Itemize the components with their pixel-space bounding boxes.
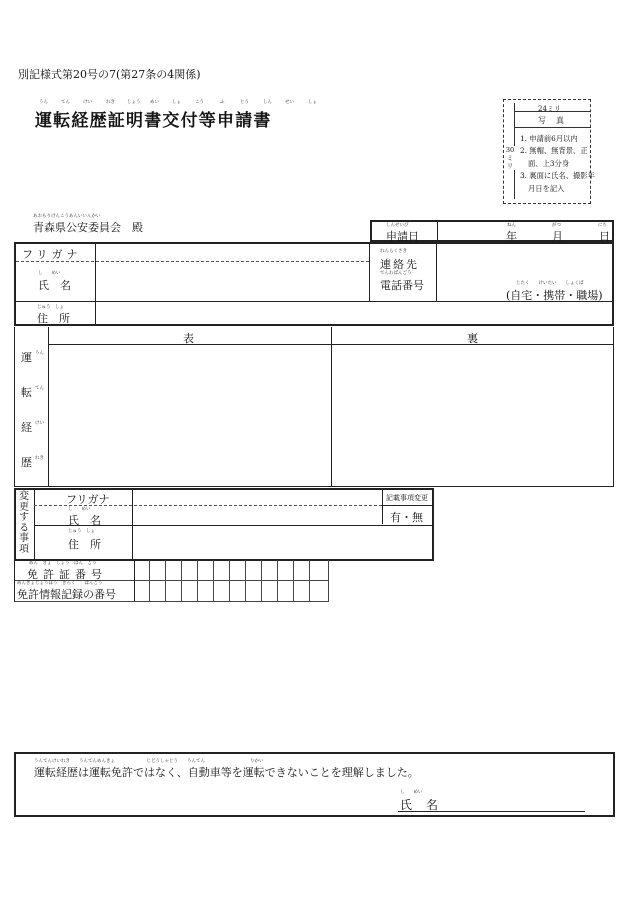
history-header-divider: [48, 344, 614, 345]
name-label: 氏 名: [38, 279, 71, 292]
day-ruby: にち: [598, 223, 607, 228]
month-ruby: がつ: [552, 223, 561, 228]
license-digit-cell[interactable]: [198, 560, 214, 602]
month-field[interactable]: 月: [552, 230, 563, 243]
license-digit-cell[interactable]: [214, 560, 230, 602]
change-address-label: 住 所: [68, 538, 101, 551]
title-ruby-4: しょう: [127, 100, 141, 105]
license-digit-cell[interactable]: [182, 560, 198, 602]
form-reference: 別記様式第20号の7(第27条の4関係): [18, 68, 201, 81]
change-label-5: 事: [19, 533, 29, 544]
change-label-1: 変: [19, 491, 29, 502]
title-ruby-10: しん: [263, 100, 272, 105]
license-label-ruby: めん きょ しょう ばん ごう: [29, 561, 97, 566]
history-front-back-divider: [331, 327, 332, 486]
furigana-input[interactable]: [99, 245, 365, 260]
driving-history-table: [14, 327, 614, 487]
license-info-label: 免許情報記録の番号: [17, 588, 116, 601]
change-section: [14, 488, 434, 561]
history-ruby-3: けい: [35, 421, 44, 426]
change-label: [19, 492, 31, 555]
title-ruby-11: せい: [285, 100, 294, 105]
history-ruby-2: てん: [35, 386, 44, 391]
photo-note-1: 1. 申請前6月以内: [520, 134, 578, 143]
address-ruby: じゅう しょ: [37, 305, 64, 310]
title-ruby-1: てん: [61, 100, 70, 105]
license-digit-cell[interactable]: [294, 560, 310, 602]
history-front-area[interactable]: [51, 347, 328, 483]
phone-types-ruby: じたく けいたい しょくば: [516, 281, 584, 286]
history-label-4: 歴: [21, 456, 32, 469]
history-ruby-1: うん: [35, 351, 44, 356]
title-ruby-8: ふ: [220, 100, 225, 105]
license-digit-cell[interactable]: [278, 560, 294, 602]
license-info-ruby: めんきょじょうほう きろく ばんごう: [17, 581, 103, 586]
change-label-3: す: [19, 512, 29, 523]
title-ruby-9: とう: [240, 100, 249, 105]
change-furigana-label: フリガナ: [66, 493, 110, 506]
history-label-1: 運: [21, 351, 32, 364]
label-column-divider: [95, 244, 96, 324]
title-ruby-7: こう: [195, 100, 204, 105]
change-name-ruby: し めい: [68, 507, 91, 512]
addressee-text: 青森県公安委員会 殿: [33, 221, 143, 234]
date-label: 申請日: [386, 230, 419, 243]
title-ruby-5: めい: [150, 100, 159, 105]
change-name-label: 氏 名: [68, 514, 101, 527]
photo-width-label: 24ミリ: [538, 105, 561, 113]
record-label: 記載事項変更: [386, 494, 428, 502]
application-date-box: [370, 220, 614, 242]
furigana-label: フリガナ: [22, 248, 82, 261]
title-ruby-0: うん: [39, 100, 48, 105]
title-ruby-6: しょ: [172, 100, 181, 105]
contact-ruby: れんらくさき: [380, 249, 407, 254]
change-label-4: る: [19, 522, 29, 534]
history-back-area[interactable]: [334, 347, 610, 483]
photo-title: 写真: [538, 116, 574, 125]
name-ruby: し めい: [38, 271, 61, 276]
title-ruby-2: けい: [83, 100, 92, 105]
record-header-divider: [382, 505, 432, 506]
history-ruby-4: れき: [35, 456, 44, 461]
declaration-ruby: うんてんけいれき うんてんめんきょ じどうしゃとう うんてん りかい: [34, 759, 264, 764]
change-name-input[interactable]: [135, 507, 379, 523]
license-digit-cell[interactable]: [166, 560, 182, 602]
license-digit-cell[interactable]: [134, 560, 150, 602]
license-digit-cell[interactable]: [310, 560, 329, 602]
date-label-ruby: しんせいび: [386, 223, 409, 228]
phone-types: (自宅・携帯・職場): [506, 289, 603, 302]
license-digit-cell[interactable]: [150, 560, 166, 602]
history-label-divider: [48, 327, 49, 486]
history-back-header: 裏: [467, 332, 478, 345]
contact-column-divider: [369, 244, 370, 301]
date-divider: [437, 222, 438, 240]
change-address-input[interactable]: [135, 527, 429, 557]
declaration-text: 運転経歴は運転免許ではなく、自動車等を運転できないことを理解しました。: [34, 766, 419, 779]
photo-divider: [515, 127, 591, 128]
license-digit-cell[interactable]: [262, 560, 278, 602]
signature-line[interactable]: [398, 811, 585, 812]
year-field[interactable]: 年: [506, 230, 517, 243]
change-label-6: 項: [19, 543, 29, 555]
history-label-2: 転: [21, 386, 32, 399]
license-digit-cell[interactable]: [230, 560, 246, 602]
applicant-section: [14, 242, 614, 326]
record-value[interactable]: 有・無: [390, 511, 423, 524]
contact-value-divider: [436, 244, 437, 301]
photo-notes: [520, 133, 596, 195]
address-label: 住 所: [37, 312, 70, 325]
photo-height-label: 30ミリ: [505, 146, 515, 170]
day-field[interactable]: 日: [599, 230, 610, 243]
history-front-header: 表: [183, 332, 194, 345]
license-digit-cell[interactable]: [246, 560, 262, 602]
photo-note-2: 2. 無帽、無背景、正面、上3分身: [520, 146, 588, 168]
title-ruby-3: れき: [106, 100, 115, 105]
addressee-ruby: あおもりけんこうあんいいんかい: [33, 214, 101, 219]
license-label: 免許証番号: [27, 568, 107, 581]
photo-note-3: 3. 裏面に氏名、撮影年月日を記入: [520, 171, 595, 193]
history-label-3: 経: [21, 421, 32, 434]
change-address-ruby: じゅう しょ: [68, 529, 95, 534]
address-input[interactable]: [99, 303, 607, 323]
year-ruby: ねん: [507, 223, 516, 228]
contact-label: 連絡先: [380, 258, 419, 271]
title-text: 運転経歴証明書交付等申請書: [35, 111, 272, 131]
phone-label: 電話番号: [380, 279, 424, 292]
change-furigana-input[interactable]: [135, 491, 379, 504]
title-ruby-12: しょ: [308, 100, 317, 105]
signature-label: 氏名: [400, 798, 453, 812]
signature-ruby: し めい: [400, 790, 423, 795]
phone-ruby: でんわばんごう: [380, 271, 412, 276]
phone-input[interactable]: [440, 246, 608, 278]
name-input[interactable]: [99, 264, 365, 299]
record-divider: [382, 490, 383, 524]
change-label-2: 更: [19, 501, 29, 513]
